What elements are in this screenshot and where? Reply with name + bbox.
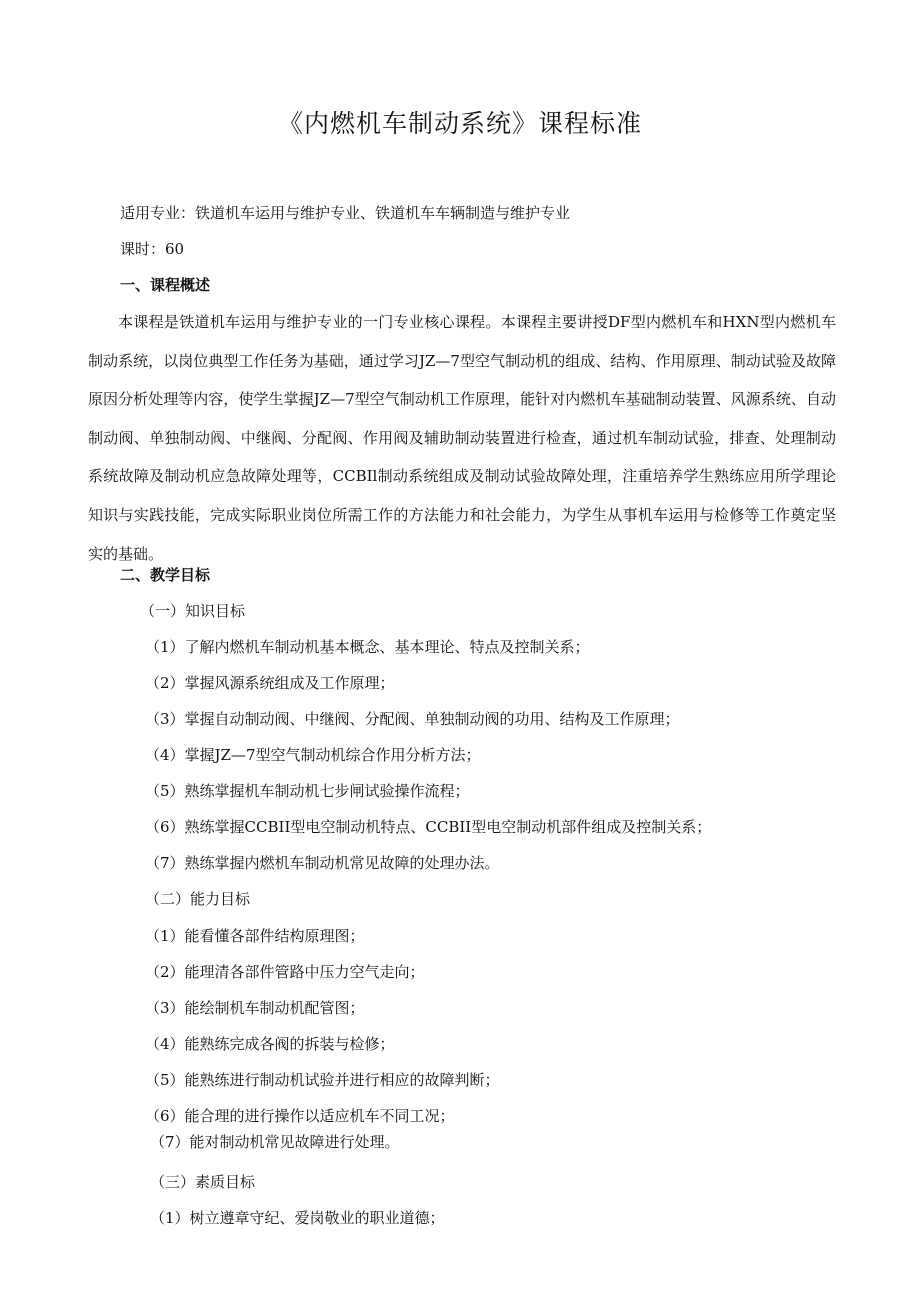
knowledge-item: （2）掌握风源系统组成及工作原理； — [145, 674, 395, 692]
subheading-ability: （二）能力目标 — [145, 890, 251, 908]
subheading-knowledge: （一）知识目标 — [140, 602, 246, 620]
document-title: 《内燃机车制动系统》课程标准 — [277, 109, 642, 138]
section-heading-overview: 一、课程概述 — [120, 276, 211, 294]
quality-item: （1）树立遵章守纪、爱岗敬业的职业道德； — [150, 1209, 445, 1227]
knowledge-item: （1）了解内燃机车制动机基本概念、基本理论、特点及控制关系； — [145, 638, 590, 656]
knowledge-item: （7）熟练掌握内燃机车制动机常见故障的处理办法。 — [145, 854, 500, 872]
ability-item: （1）能看懂各部件结构原理图； — [145, 927, 365, 945]
knowledge-item: （4）掌握JZ—7型空气制动机综合作用分析方法； — [145, 746, 481, 764]
ability-item: （6）能合理的进行操作以适应机车不同工况； — [145, 1107, 455, 1125]
applicable-major: 适用专业：铁道机车运用与维护专业、铁道机车车辆制造与维护专业 — [120, 204, 571, 222]
overview-paragraph: 本课程是铁道机车运用与维护专业的一门专业核心课程。本课程主要讲授DF型内燃机车和HXN型内燃机车制动系统，以岗位典型工作任务为基础，通过学习JZ—7型空气制动机的组成、结构、作用原理、制动试验及故障原因分析处理等内容，使学生掌握JZ—7型空气制动机工作原理，能针对内燃机车基础制动装置、风源系统、自动制动阀、单独制动阀、中继阀、分配阀、作用阀及辅助制动装置进行检查，通过机车制动试验，排查、处理制动系统故障及制动机应急故障处理等，CCBIl制动系统组成及制动试验故障处理，注重培养学生熟练应用所学理论知识与实践技能，完成实际职业岗位所需工作的方法能力和社会能力，为学生从事机车运用与检修等工作奠定坚实的基础。 — [88, 313, 836, 563]
ability-item: （4）能熟练完成各阀的拆装与检修； — [145, 1035, 395, 1053]
ability-item: （2）能理清各部件管路中压力空气走向； — [145, 963, 425, 981]
knowledge-item: （3）掌握自动制动阀、中继阀、分配阀、单独制动阀的功用、结构及工作原理； — [145, 710, 680, 728]
ability-item: （3）能绘制机车制动机配管图； — [145, 999, 365, 1017]
knowledge-item: （5）熟练掌握机车制动机七步闸试验操作流程； — [145, 782, 470, 800]
ability-item: （5）能熟练进行制动机试验并进行相应的故障判断； — [145, 1071, 500, 1089]
course-hours: 课时：60 — [120, 240, 185, 258]
ability-item: （7）能对制动机常见故障进行处理。 — [150, 1133, 400, 1151]
knowledge-item: （6）熟练掌握CCBII型电空制动机特点、CCBII型电空制动机部件组成及控制关系； — [145, 818, 712, 836]
subheading-quality: （三）素质目标 — [150, 1173, 256, 1191]
section-heading-objectives: 二、教学目标 — [120, 566, 211, 584]
